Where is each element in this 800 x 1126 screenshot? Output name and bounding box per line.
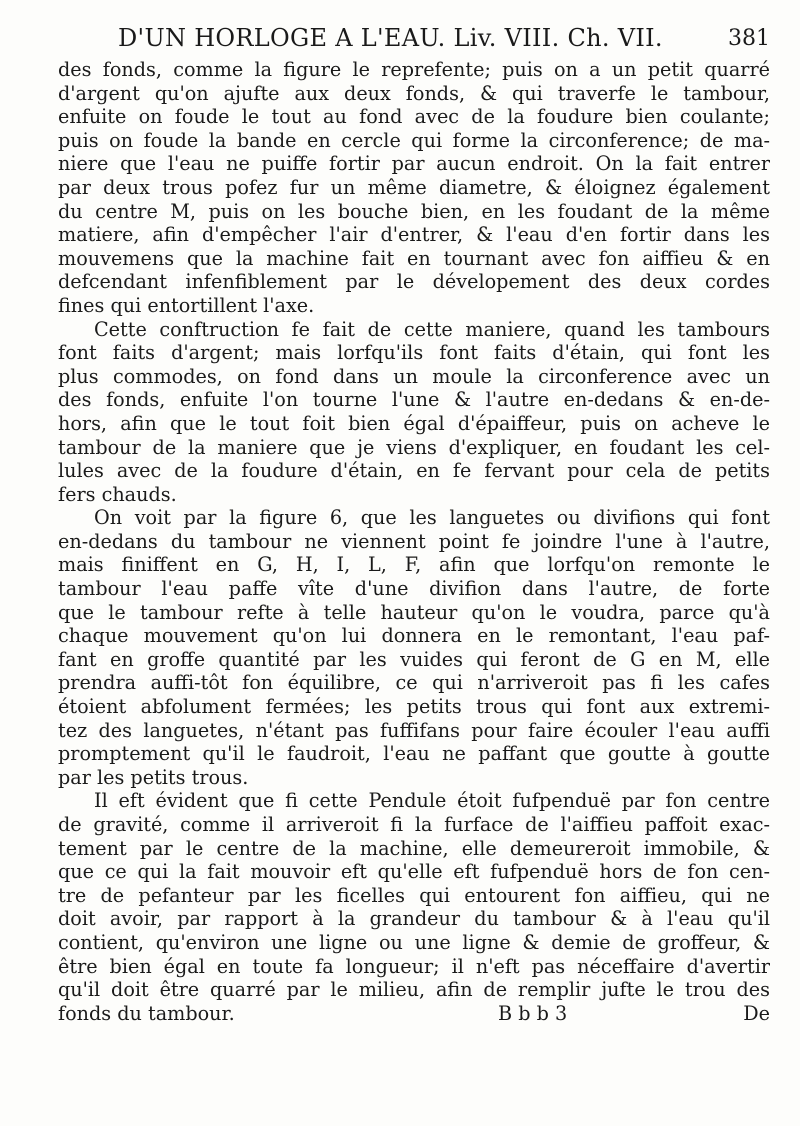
footer-line (58, 1002, 770, 1026)
text-line: fant en groffe quantité par les vuides qui feront de G en M, elle (58, 647, 770, 671)
text-line: chaque mouvement qu'on lui donnera en le remontant, l'eau paf- (58, 624, 770, 648)
text-line: qu'il doit être quarré par le milieu, afin de remplir jufte le trou des (58, 978, 770, 1002)
text-line: On voit par la figure 6, que les languetes ou divifions qui font (94, 506, 770, 530)
body-text (58, 58, 770, 1025)
catchword: De (743, 1001, 770, 1025)
text-line: en-dedans du tambour ne viennent point fe joindre l'une à l'autre, (58, 529, 770, 553)
text-line: fers chauds. (58, 482, 177, 506)
text-line: des fonds, comme la figure le reprefente; puis on a un petit quarré (58, 58, 770, 81)
text-line: de gravité, comme il arriveroit fi la furface de l'aiffieu paffoit exac- (58, 813, 770, 836)
text-line: des fonds, enfuite l'on tourne l'une & l'autre en-dedans & en-de- (58, 388, 770, 412)
text-line: defcendant infenfiblement par le dévelopement des deux cordes (58, 270, 770, 294)
text-line: lules avec de la foudure d'étain, en fe fervant pour cela de petits (58, 459, 770, 483)
text-line: étoient abfolument fermées; les petits trous qui font aux extremi- (58, 695, 770, 719)
text-line: par deux trous pofez fur un même diametre, & éloignez également (58, 175, 770, 199)
text-line: mais finiffent en G, H, I, L, F, afin que lorfqu'on remonte le (58, 553, 770, 577)
footer-text: fonds du tambour. (58, 1001, 235, 1025)
text-line: niere que l'eau ne puiffe fortir par aucun endroit. On la fait entrer (58, 152, 770, 176)
running-head-title: D'UN HORLOGE A L'EAU. Liv. VIII. Ch. VII. (118, 24, 663, 52)
text-line: enfuite on foude le tout au fond avec de la foudure bien coulante; (58, 105, 770, 129)
running-head (58, 20, 770, 56)
text-line: être bien égal en toute fa longueur; il n'eft pas néceffaire d'avertir (58, 954, 770, 978)
text-line: promptement qu'il le faudroit, l'eau ne paffant que goutte à goutte (58, 742, 770, 766)
text-line: tre de pefanteur par les ficelles qui entourent fon aiffieu, qui ne (58, 883, 770, 907)
text-line: doit avoir, par rapport à la grandeur du tambour & à l'eau qu'il (58, 907, 770, 931)
text-line: font faits d'argent; mais lorfqu'ils font faits d'étain, qui font les (58, 341, 770, 365)
text-line: que ce qui la fait mouvoir eft qu'elle eft fufpenduë hors de fon cen- (58, 860, 770, 884)
text-line: par les petits trous. (58, 765, 249, 789)
text-line: Il eft évident que fi cette Pendule étoit fufpenduë par fon centre (94, 789, 770, 813)
page-number: 381 (728, 26, 770, 51)
text-line: hors, afin que le tout foit bien égal d'épaiffeur, puis on acheve le (58, 411, 770, 435)
text-line: plus commodes, on fond dans un moule la circonference avec un (58, 364, 770, 388)
text-line: du centre M, puis on les bouche bien, en les foudant de la même (58, 199, 770, 223)
text-line: contient, qu'environ une ligne ou une ligne & demie de groffeur, & (58, 930, 770, 954)
text-line: tambour de la maniere que je viens d'expliquer, en foudant les cel- (58, 435, 770, 459)
text-line: tambour l'eau paffe vîte d'une divifion dans l'autre, de forte (58, 577, 770, 601)
text-line: mouvemens que la machine fait en tournant avec fon aiffieu & en (58, 246, 770, 270)
text-line: d'argent qu'on ajufte aux deux fonds, & qui traverfe le tambour, (58, 81, 770, 105)
text-line: tez des languetes, n'étant pas fuffifans pour faire écouler l'eau auffi (58, 718, 770, 742)
text-line: fines qui entortillent l'axe. (58, 293, 315, 317)
text-line: que le tambour refte à telle hauteur qu'on le voudra, parce qu'à (58, 600, 770, 624)
text-line: prendra auffi-tôt fon équilibre, ce qui n'arriveroit pas fi les cafes (58, 671, 770, 695)
signature-mark: B b b 3 (498, 1001, 568, 1025)
text-line: Cette conftruction fe fait de cette maniere, quand les tambours (94, 317, 770, 341)
text-line: tement par le centre de la machine, elle demeureroit immobile, & (58, 836, 770, 860)
text-line: puis on foude la bande en cercle qui forme la circonference; de ma- (58, 128, 770, 152)
text-line: matiere, afin d'empêcher l'air d'entrer, & l'eau d'en fortir dans les (58, 223, 770, 247)
